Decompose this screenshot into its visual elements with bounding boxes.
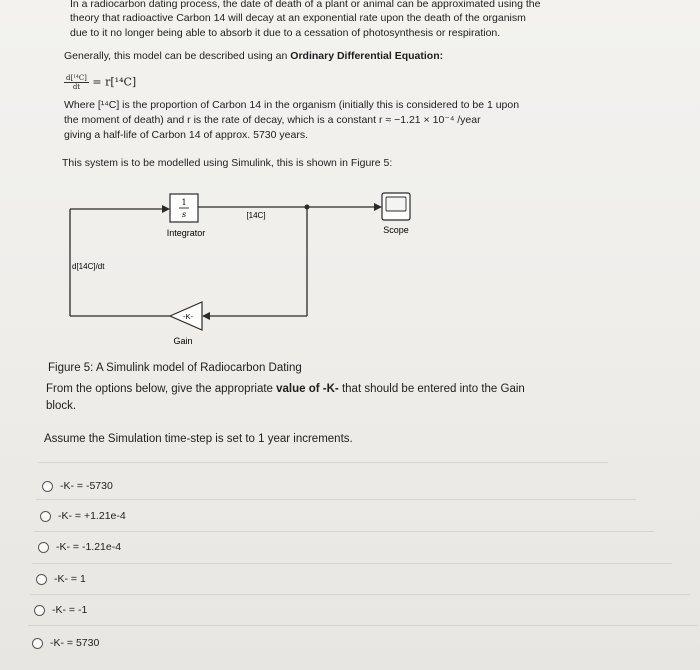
integrator-input-arrow <box>162 205 170 213</box>
option-4-radio[interactable] <box>36 574 47 585</box>
gain-input-arrow <box>202 312 210 320</box>
option-1-label: -K- = -5730 <box>60 480 113 492</box>
where-line-2: the moment of death) and r is the rate of decay, which is a constant r ≈ −1.21 × 10⁻⁴ /year <box>64 114 481 126</box>
ode-label: Ordinary Differential Equation: <box>290 50 444 62</box>
question-bold: value of -K- <box>276 383 339 395</box>
divider <box>36 499 636 500</box>
integrator-numerator: 1 <box>181 198 187 207</box>
divider <box>30 594 690 595</box>
intro-line-1: In a radiocarbon dating process, the date of death of a plant or animal can be approximated using the <box>70 0 541 10</box>
signal-label: [14C] <box>246 211 266 220</box>
branch-point <box>305 205 310 210</box>
option-5-radio[interactable] <box>34 605 45 616</box>
option-6-label: -K- = 5730 <box>50 637 100 649</box>
option-6-radio[interactable] <box>32 638 43 649</box>
option-2-label: -K- = +1.21e-4 <box>58 510 126 522</box>
question-line-2: block. <box>46 400 77 412</box>
option-2[interactable] <box>40 510 126 522</box>
gain-text: -K- <box>183 312 193 321</box>
divider <box>38 462 608 463</box>
gain-label: Gain <box>173 336 193 346</box>
scope-input-arrow <box>374 203 382 211</box>
intro-line-2: theory that radioactive Carbon 14 will decay at an exponential rate upon the death of the organism <box>70 12 526 24</box>
integrator-label: Integrator <box>166 228 206 238</box>
where-line-1: Where [¹⁴C] is the proportion of Carbon 14 in the organism (initially this is considered to be 1 upon <box>64 99 520 111</box>
option-3-label: -K- = -1.21e-4 <box>56 541 122 553</box>
option-2-radio[interactable] <box>40 511 51 522</box>
option-3-radio[interactable] <box>38 542 49 553</box>
option-5[interactable] <box>34 604 87 616</box>
question-line-1 <box>46 381 525 398</box>
integrator-denominator: s <box>181 210 187 219</box>
fraction-denominator: dt <box>72 83 81 91</box>
divider <box>34 531 654 532</box>
question-assume: Assume the Simulation time-step is set to 1 year increments. <box>44 433 353 445</box>
option-5-label: -K- = -1 <box>52 604 88 616</box>
where-line-3: giving a half-life of Carbon 14 of approx. 5730 years. <box>64 129 308 141</box>
figure-intro: This system is to be modelled using Simulink, this is shown in Figure 5: <box>62 157 393 169</box>
question-suffix: that should be entered into the Gain <box>338 383 525 395</box>
option-3[interactable] <box>38 541 121 553</box>
formula-rhs: = r[¹⁴C] <box>92 75 137 89</box>
divider <box>28 625 698 626</box>
generally-prefix: Generally, this model can be described using an <box>64 50 291 62</box>
option-1[interactable] <box>42 480 113 492</box>
fraction-numerator: d[¹⁴C] <box>66 74 87 82</box>
option-6[interactable] <box>32 637 99 649</box>
scope-label: Scope <box>383 225 409 235</box>
divider <box>32 563 672 564</box>
option-4-label: -K- = 1 <box>54 573 86 585</box>
derivative-label: d[14C]/dt <box>72 262 105 271</box>
option-1-radio[interactable] <box>42 481 53 492</box>
intro-line-3: due to it no longer being able to absorb it due to a cessation of photosynthesis or respiration. <box>70 27 501 39</box>
scope-screen <box>386 197 406 211</box>
question-prefix: From the options below, give the appropriate <box>46 383 277 395</box>
option-4[interactable] <box>36 573 86 585</box>
figure-caption: Figure 5: A Simulink model of Radiocarbon Dating <box>48 362 302 374</box>
